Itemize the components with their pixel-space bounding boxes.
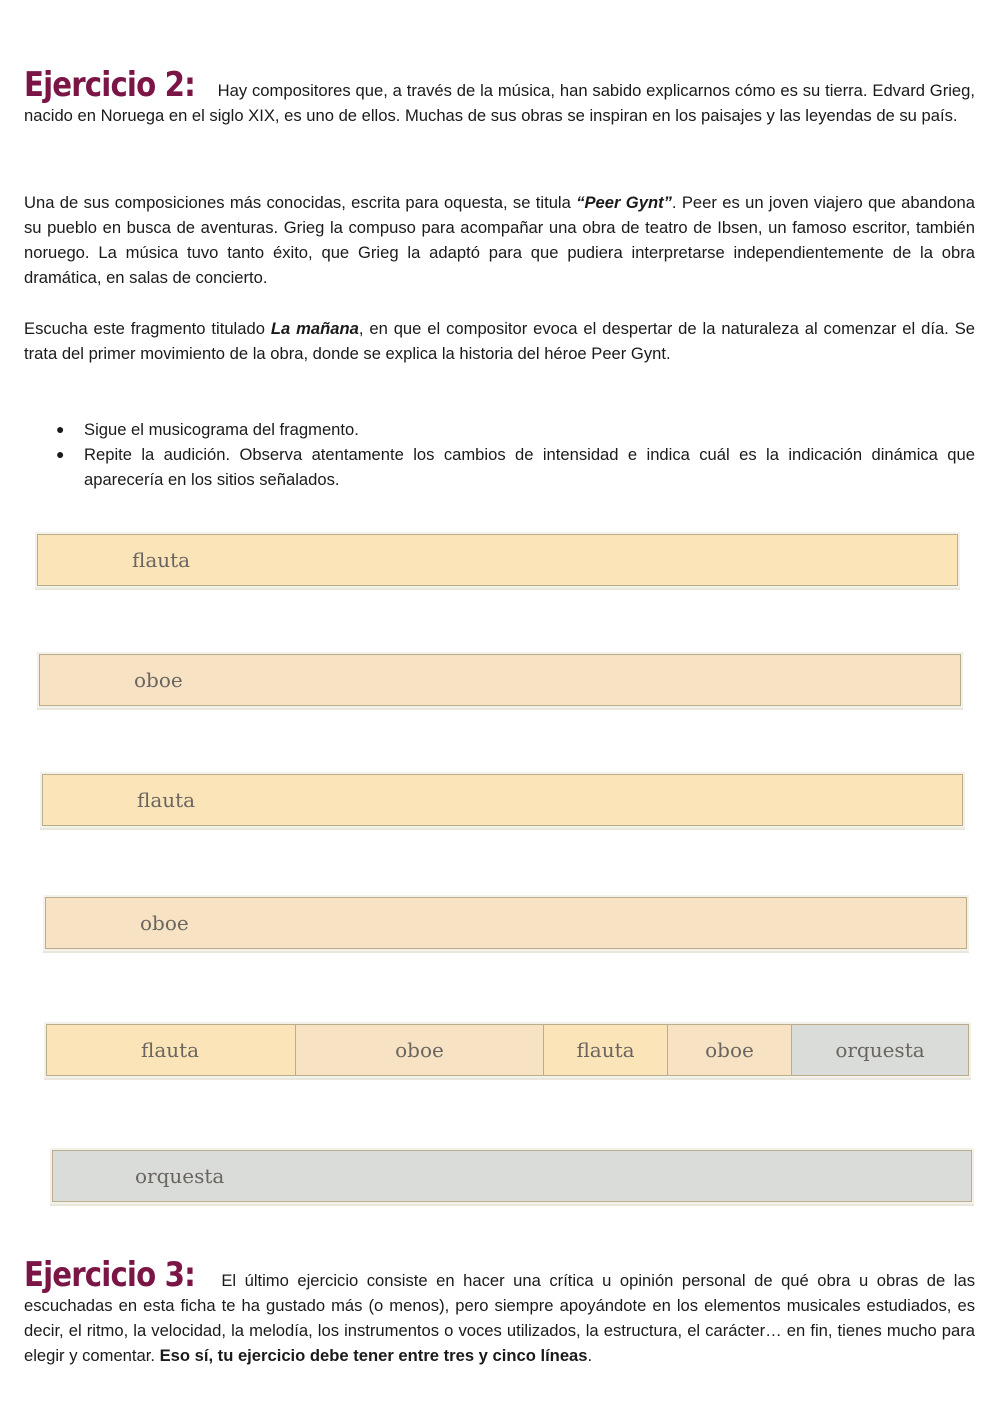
bullet-icon: ● <box>56 421 65 437</box>
segment-flauta: flauta <box>38 535 957 585</box>
segment-orquesta: orquesta <box>53 1151 971 1201</box>
exercise-2-heading: Ejercicio 2: <box>24 65 195 105</box>
segment-oboe: oboe <box>668 1025 792 1075</box>
segment-flauta: flauta <box>544 1025 668 1075</box>
exercise-2-paragraph-1: Hay compositores que, a través de la música, han sabido explicarnos cómo es su tierra. Edvard Grieg, nacido en Noruega en el siglo XIX, es uno de ellos. Muchas de sus obras se inspiran en los paisajes y las leyendas de su país. <box>24 81 975 125</box>
exercise-3-text: El último ejercicio consiste en hacer una crítica u opinión personal de qué obra u obras de las escuchadas en esta ficha te ha gustado más (o menos), pero siempre apoyándote en los elementos musicales estudiados, es decir, el ritmo, la velocidad, la melodía, los instrumentos o voces utilizados, la estructura, el carácter… en fin, tienes mucho para elegir y comentar. <box>24 1271 975 1365</box>
exercise-2-intro <box>24 65 975 128</box>
la-manana-title: La mañana <box>270 319 359 338</box>
musicogram-bar-3 <box>42 774 963 826</box>
instruction-item <box>52 442 975 492</box>
p3-text-before: Escucha este fragmento titulado <box>24 319 271 338</box>
p2-text-after: . Peer es un joven viajero que abandona su pueblo en busca de aventuras. Grieg la compuso para acompañar una obra de teatro de Ibsen, un famoso escritor, también noruego. La música tuvo tanto éxito, que Grieg la adaptó para que pudiera interpretarse independientemente de la obra dramática, en salas de concierto. <box>24 193 975 287</box>
exercise-2-paragraph-2 <box>24 190 975 290</box>
musicogram-bar-6 <box>52 1150 972 1202</box>
segment-oboe: oboe <box>40 655 960 705</box>
instruction-item <box>52 417 975 442</box>
instructions-list <box>52 417 975 492</box>
exercise-3-bold-requirement: Eso sí, tu ejercicio debe tener entre tres y cinco líneas <box>159 1346 588 1365</box>
exercise-3-period: . <box>587 1346 593 1365</box>
exercise-3-heading: Ejercicio 3: <box>24 1255 195 1295</box>
segment-oboe: oboe <box>296 1025 544 1075</box>
musicogram-bar-1 <box>37 534 958 586</box>
instruction-text: Repite la audición. Observa atentamente los cambios de intensidad e indica cuál es la indicación dinámica que aparecería en los sitios señalados. <box>84 445 975 489</box>
bullet-icon: ● <box>56 446 65 462</box>
exercise-3 <box>24 1255 975 1368</box>
musicogram-bar-5 <box>46 1024 969 1076</box>
peer-gynt-title: “Peer Gynt” <box>576 193 672 212</box>
segment-oboe: oboe <box>46 898 966 948</box>
p3-text-after: , en que el compositor evoca el despertar de la naturaleza al comenzar el día. Se trata del primer movimiento de la obra, donde se explica la historia del héroe Peer Gynt. <box>24 319 975 363</box>
p2-text-before: Una de sus composiciones más conocidas, escrita para oquesta, se titula <box>24 193 577 212</box>
segment-flauta: flauta <box>47 1025 296 1075</box>
segment-orquesta: orquesta <box>792 1025 968 1075</box>
musicogram-bar-4 <box>45 897 967 949</box>
instruction-text: Sigue el musicograma del fragmento. <box>84 420 359 439</box>
exercise-2-paragraph-3 <box>24 316 975 366</box>
segment-flauta: flauta <box>43 775 962 825</box>
musicogram-bar-2 <box>39 654 961 706</box>
